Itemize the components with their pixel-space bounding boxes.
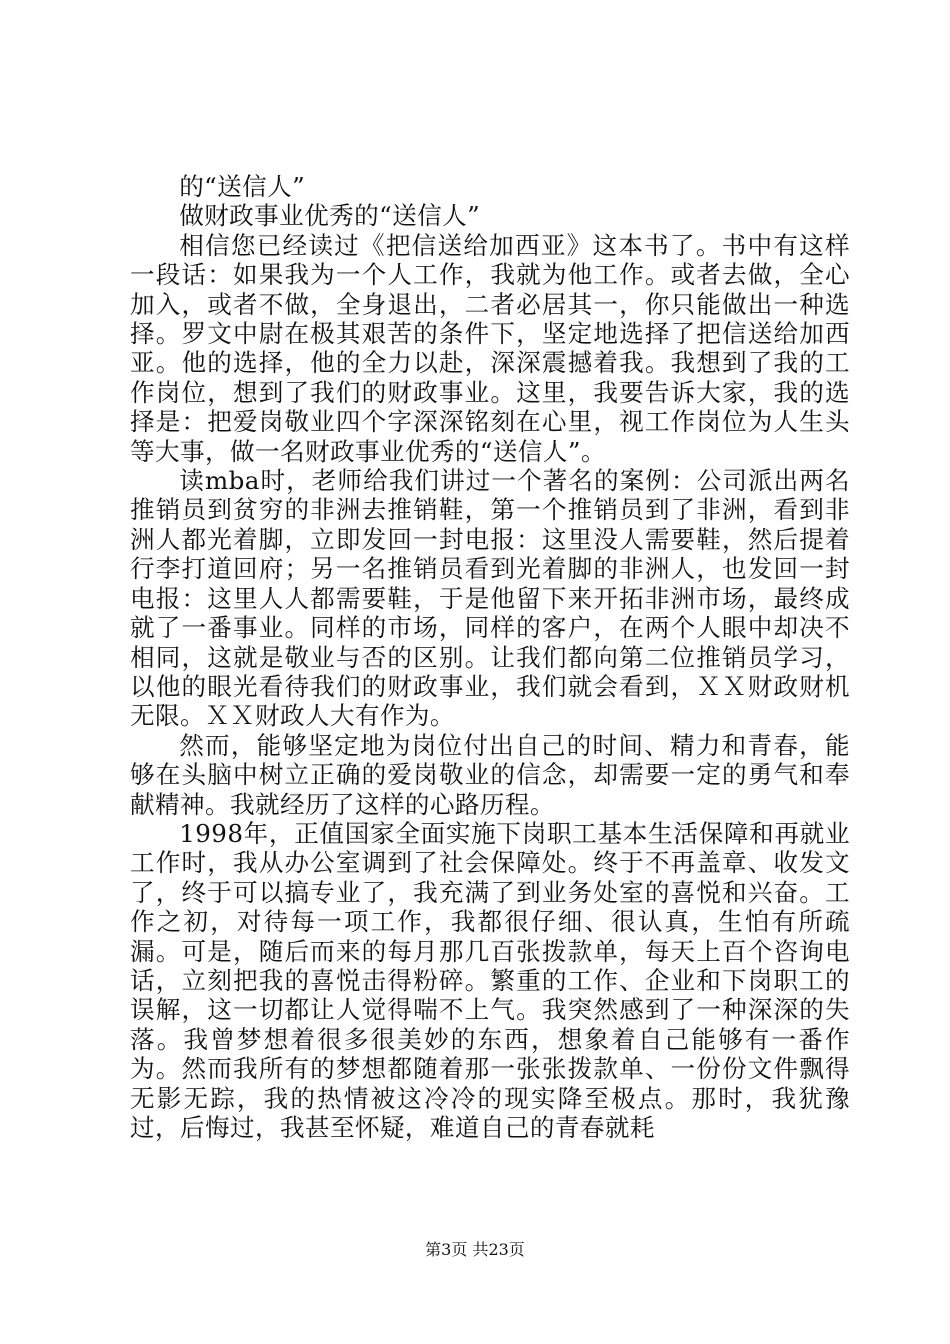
document-body — [130, 172, 850, 1142]
paragraph-mba-case: 读mba时，老师给我们讲过一个著名的案例：公司派出两名推销员到贫穷的非洲去推销鞋，第一个推销员到了非洲，看到非洲人都光着脚，立即发回一封电报：这里没人需要鞋，然后提着行李打道回府；另一名推销员看到光着脚的非洲人，也发回一封电报：这里人人都需要鞋，于是他留下来开拓非洲市场，最终成就了一番事业。同样的市场，同样的客户，在两个人眼中却决不相同，这就是敬业与否的区别。让我们都向第二位推销员学习，以他的眼光看待我们的财政事业，我们就会看到，ＸＸ财政财机无限。ＸＸ财政人大有作为。 — [130, 466, 850, 731]
paragraph-intro: 相信您已经读过《把信送给加西亚》这本书了。书中有这样一段话：如果我为一个人工作，我就为他工作。或者去做，全心加入，或者不做，全身退出，二者必居其一，你只能做出一种选择。罗文中尉在极其艰苦的条件下，坚定地选择了把信送给加西亚。他的选择，他的全力以赴，深深震撼着我。我想到了我的工作岗位，想到了我们的财政事业。这里，我要告诉大家，我的选择是：把爱岗敬业四个字深深铭刻在心里，视工作岗位为人生头等大事，做一名财政事业优秀的“送信人”。 — [130, 230, 850, 466]
paragraph-courage: 然而，能够坚定地为岗位付出自己的时间、精力和青春，能够在头脑中树立正确的爱岗敬业的信念，却需要一定的勇气和奉献精神。我就经历了这样的心路历程。 — [130, 730, 850, 819]
page-number-footer: 第3页 共23页 — [425, 1240, 525, 1259]
paragraph-continued-title: 的“送信人” — [179, 172, 306, 201]
paragraph-1998: 1998年，正值国家全面实施下岗职工基本生活保障和再就业工作时，我从办公室调到了社会保障处。终于不再盖章、收发文了，终于可以搞专业了，我充满了到业务处室的喜悦和兴奋。工作之初，对待每一项工作，我都很仔细、很认真，生怕有所疏漏。可是，随后而来的每月那几百张拨款单，每天上百个咨询电话，立刻把我的喜悦击得粉碎。繁重的工作、企业和下岗职工的误解，这一切都让人觉得喘不上气。我突然感到了一种深深的失落。我曾梦想着很多很美妙的东西，想象着自己能够有一番作为。然而我所有的梦想都随着那一张张拨款单、一份份文件飘得无影无踪，我的热情被这冷冷的现实降至极点。那时，我犹豫过，后悔过，我甚至怀疑，难道自己的青春就耗 — [130, 818, 850, 1142]
paragraph-title: 做财政事业优秀的“送信人” — [179, 201, 481, 231]
